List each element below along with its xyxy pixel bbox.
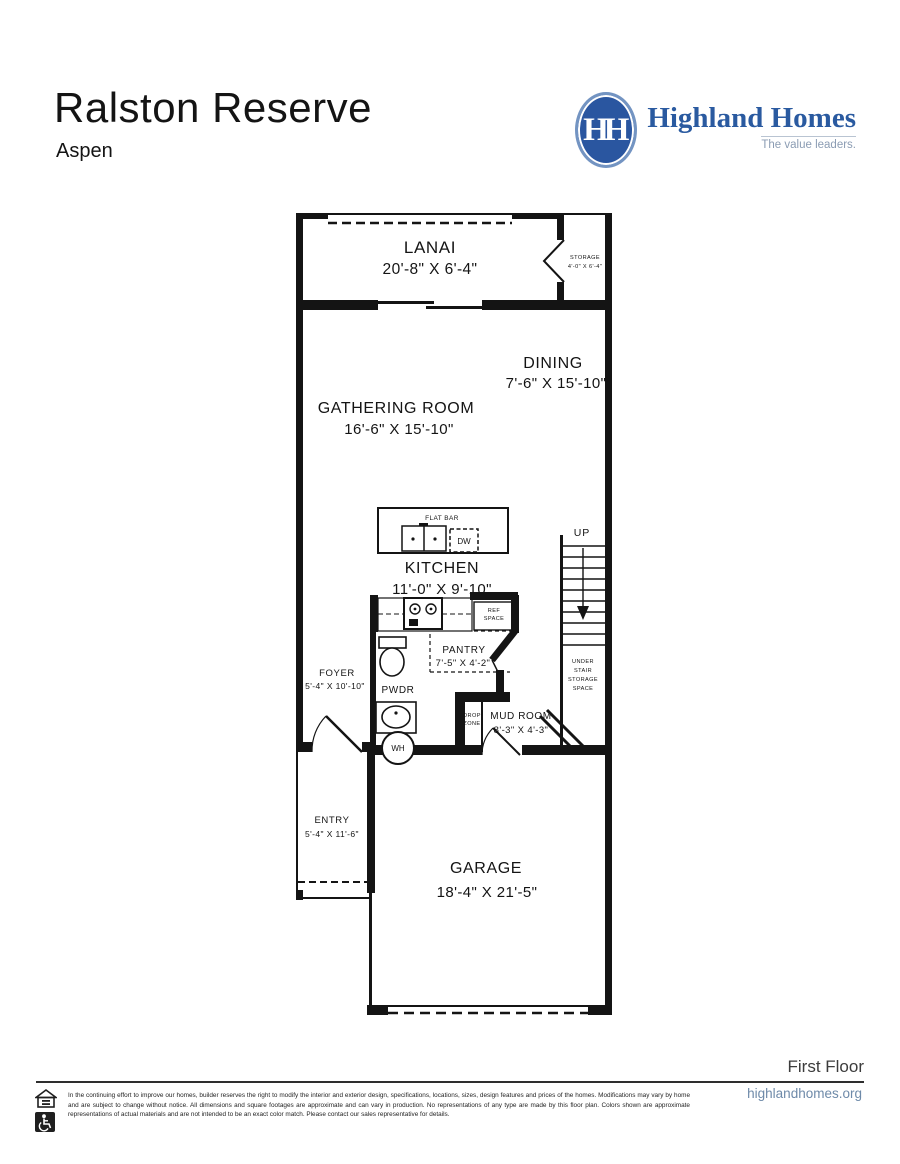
pantry-angled-wall xyxy=(492,631,515,660)
under-stair-label: SPACE xyxy=(572,686,594,692)
room-dims-lanai: 20'-8" X 6'-4" xyxy=(382,261,478,278)
stairs xyxy=(563,546,605,645)
footer-icons xyxy=(35,1089,57,1132)
mudroom-door-arc xyxy=(482,728,493,755)
floorplan-drawing xyxy=(290,210,620,1020)
stairs-up-label: UP xyxy=(573,527,591,539)
highland-homes-logo xyxy=(575,92,856,168)
front-door-leaf xyxy=(326,716,362,752)
floor-label: First Floor xyxy=(787,1057,864,1076)
page-title: Ralston Reserve xyxy=(54,84,372,131)
room-label-garage: GARAGE xyxy=(449,860,523,877)
floorplan xyxy=(290,210,620,1020)
flat-bar-label: FLAT BAR xyxy=(425,515,459,522)
room-dims-mudroom: 8'-3" X 4'-3" xyxy=(493,725,549,736)
wheelchair-icon xyxy=(35,1112,55,1132)
logo-text xyxy=(647,104,856,151)
room-dims-entry: 5'-4" X 11'-6" xyxy=(305,829,359,839)
stair-arrow-icon xyxy=(577,606,589,620)
room-label-foyer: FOYER xyxy=(319,668,355,679)
website-link[interactable]: highlandhomes.org xyxy=(747,1086,862,1101)
room-dims-garage: 18'-4" X 21'-5" xyxy=(436,884,538,901)
room-label-storage: STORAGE xyxy=(569,255,601,261)
under-stair-label: UNDER xyxy=(572,659,594,665)
room-label-entry: ENTRY xyxy=(314,815,350,826)
logo-monogram: HH xyxy=(583,111,625,148)
drop-zone-label: ZONE xyxy=(463,721,481,727)
drop-zone-label: DROP xyxy=(463,713,481,719)
logo-tagline: The value leaders. xyxy=(761,136,856,151)
ref-space-label: REF xyxy=(487,608,501,614)
sink-bowl-icon xyxy=(382,706,410,728)
under-stair-label: STORAGE xyxy=(567,677,599,683)
footer-divider xyxy=(36,1081,864,1083)
room-dims-foyer: 5'-4" X 10'-10" xyxy=(305,681,365,691)
room-dims-pantry: 7'-5" X 4'-2" xyxy=(435,658,491,669)
room-label-powder: PWDR xyxy=(381,685,415,696)
dishwasher-label: DW xyxy=(457,537,471,546)
front-door-arc xyxy=(312,716,326,752)
under-stair-label: STAIR xyxy=(573,668,593,674)
room-label-dining: DINING xyxy=(523,355,583,372)
logo-monogram-oval xyxy=(575,92,637,168)
room-dims-gathering: 16'-6" X 15'-10" xyxy=(344,421,454,438)
room-dims-kitchen: 11'-0" X 9'-10" xyxy=(392,581,492,598)
toilet-bowl-icon xyxy=(380,648,404,676)
logo-brand-name: Highland Homes xyxy=(647,102,856,134)
room-label-gathering: GATHERING ROOM xyxy=(317,400,475,417)
room-dims-dining: 7'-6" X 15'-10" xyxy=(505,375,607,392)
room-label-lanai: LANAI xyxy=(403,238,457,257)
toilet-tank-icon xyxy=(379,637,406,648)
room-label-mudroom: MUD ROOM xyxy=(490,711,552,722)
plan-name: Aspen xyxy=(56,140,113,162)
room-label-pantry: PANTRY xyxy=(442,645,486,656)
ref-space-label: SPACE xyxy=(483,616,505,622)
water-heater-label: WH xyxy=(391,744,405,753)
storage-door-icon xyxy=(544,240,564,282)
room-label-kitchen: KITCHEN xyxy=(404,560,480,577)
equal-housing-icon xyxy=(35,1089,57,1109)
legal-disclaimer: In the continuing effort to improve our homes, builder reserves the right to modify the interior and exterior design, specifications, locations, sizes, design features and prices of the homes. Modifications may vary by home and are subject to change without notice. All dimensions and square footages are approximate and can vary in production. No representations of any type are made by this floor plan. Colors shown are approximate representations of actual materials and are not intended to be an exact color match. Please contact our sales representative for details. xyxy=(68,1092,690,1119)
room-dims-storage: 4'-0" X 6'-4" xyxy=(567,264,603,270)
